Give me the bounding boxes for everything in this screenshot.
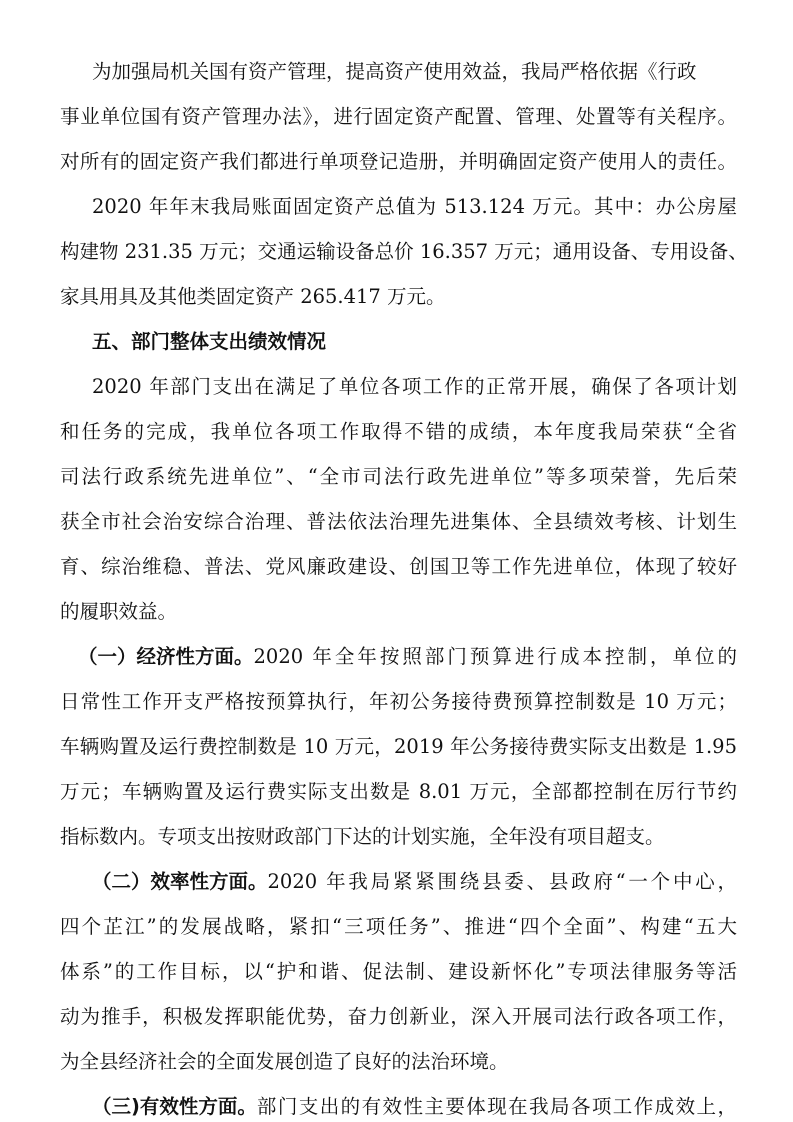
- paragraph-2-line-1: 2020 年年末我局账面固定资产总值为 513.124 万元。其中：办公房屋: [92, 195, 737, 218]
- paragraph-1-line-1: 为加强局机关国有资产管理，提高资产使用效益，我局严格依据《行政: [92, 60, 697, 83]
- paragraph-3-line-6: 的履职效益。: [60, 600, 178, 623]
- section-heading-5: 五、部门整体支出绩效情况: [92, 330, 327, 353]
- paragraph-6-line-1: [92, 1093, 737, 1121]
- paragraph-4-line-5: 指标数内。专项支出按财政部门下达的计划实施，全年没有项目超支。: [60, 825, 665, 848]
- paragraph-4-line-1: [78, 643, 737, 671]
- paragraph-2-line-2: 构建物 231.35 万元；交通运输设备总价 16.357 万元；通用设备、专用设备、: [60, 240, 748, 263]
- paragraph-4-line-3: 车辆购置及运行费控制数是 10 万元，2019 年公务接待费实际支出数是 1.95: [60, 735, 737, 758]
- paragraph-5-line-4: 动为推手，积极发挥职能优势，奋力创新业，深入开展司法行政各项工作，: [60, 1005, 737, 1028]
- paragraph-3-line-1: 2020 年部门支出在满足了单位各项工作的正常开展，确保了各项计划: [92, 375, 737, 398]
- subheading-effectiveness: （三)有效性方面。: [92, 1095, 257, 1118]
- subheading-economy: （一）经济性方面。: [78, 645, 254, 668]
- paragraph-4-line-2: 日常性工作开支严格按预算执行，年初公务接待费预算控制数是 10 万元；: [60, 690, 737, 713]
- paragraph-3-line-5: 育、综治维稳、普法、党风廉政建设、创国卫等工作先进单位，体现了较好: [60, 555, 737, 578]
- paragraph-6-line-1-text: 部门支出的有效性主要体现在我局各项工作成效上，: [256, 1095, 737, 1118]
- paragraph-3-line-4: 获全市社会治安综合治理、普法依法治理先进集体、全县绩效考核、计划生: [60, 510, 737, 533]
- paragraph-5-line-5: 为全县经济社会的全面发展创造了良好的法治环境。: [60, 1050, 509, 1073]
- paragraph-4-line-1-text: 2020 年全年按照部门预算进行成本控制，单位的: [253, 645, 737, 668]
- paragraph-5-line-3: 体系”的工作目标，以“护和谐、促法制、建设新怀化”专项法律服务等活: [60, 960, 737, 983]
- paragraph-5-line-2: 四个芷江”的发展战略，紧扣“三项任务”、推进“四个全面”、构建“五大: [60, 915, 737, 938]
- paragraph-1-line-3: 对所有的固定资产我们都进行单项登记造册，并明确固定资产使用人的责任。: [60, 150, 737, 173]
- paragraph-1-line-2: 事业单位国有资产管理办法》，进行固定资产配置、管理、处置等有关程序。: [60, 105, 737, 128]
- subheading-efficiency: （二）效率性方面。: [92, 870, 268, 893]
- paragraph-5-line-1-text: 2020 年我局紧紧围绕县委、县政府“一个中心，: [267, 870, 737, 893]
- paragraph-2-line-3: 家具用具及其他类固定资产 265.417 万元。: [60, 285, 446, 308]
- paragraph-3-line-2: 和任务的完成，我单位各项工作取得不错的成绩，本年度我局荣获“全省: [60, 420, 737, 443]
- paragraph-5-line-1: [92, 868, 737, 896]
- paragraph-3-line-3: 司法行政系统先进单位”、“全市司法行政先进单位”等多项荣誉，先后荣: [60, 465, 737, 488]
- paragraph-4-line-4: 万元；车辆购置及运行费实际支出数是 8.01 万元，全部都控制在厉行节约: [60, 780, 737, 803]
